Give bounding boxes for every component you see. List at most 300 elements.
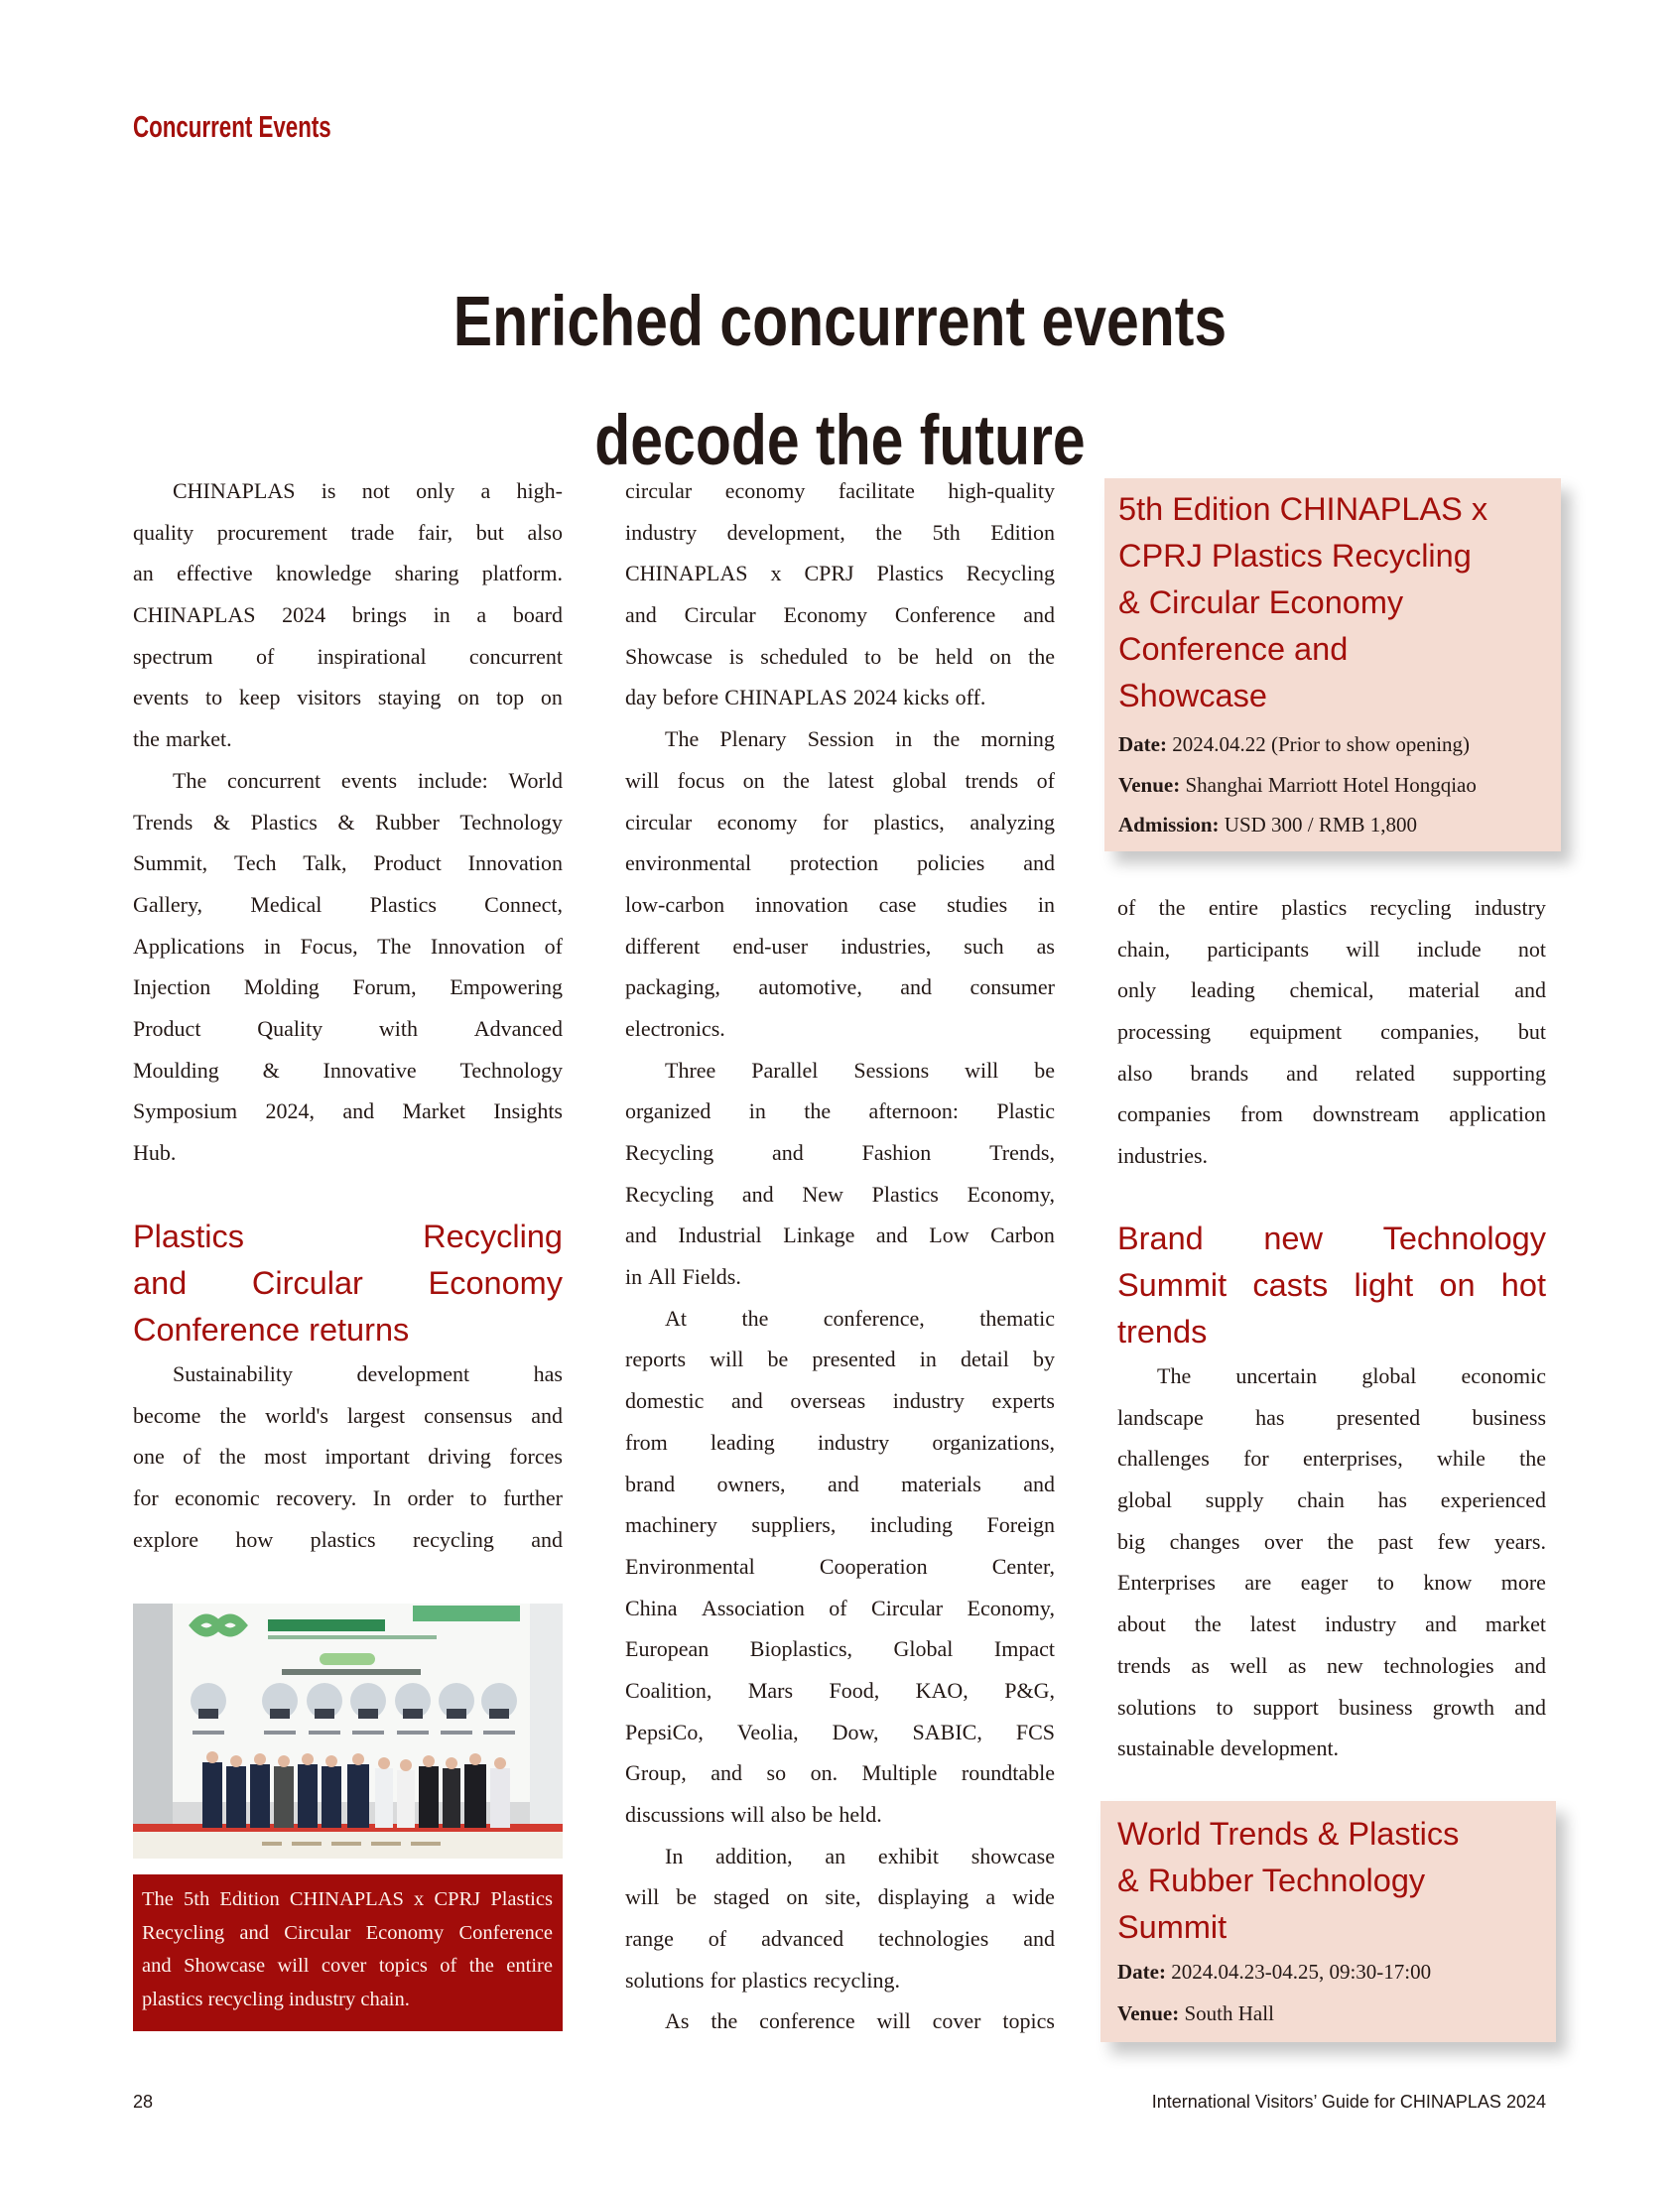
word: Mars	[747, 1677, 794, 1703]
word: Low	[929, 1223, 969, 1248]
word: displaying	[877, 1884, 969, 1910]
word: leading	[1190, 977, 1255, 1003]
word: trends	[1117, 1314, 1208, 1350]
word: and	[531, 1402, 563, 1428]
text-line	[133, 553, 563, 594]
word: latest	[828, 767, 874, 793]
word: Fields.	[682, 1264, 741, 1290]
word: the	[218, 1444, 246, 1470]
body-paragraph	[625, 1836, 1055, 2001]
word: economy	[716, 809, 798, 835]
word: by	[1032, 1347, 1055, 1372]
word: discussions	[625, 1802, 725, 1827]
word: keep	[238, 685, 281, 710]
text-line	[625, 1752, 1055, 1794]
word: Technology	[459, 1057, 563, 1083]
word: the	[711, 2008, 738, 2034]
word: Summit,	[133, 850, 208, 876]
word: Economy	[365, 1921, 445, 1944]
word: Impact	[993, 1636, 1055, 1662]
word: but	[475, 519, 504, 545]
middle-column	[625, 470, 1055, 2042]
word: Foreign	[986, 1512, 1055, 1538]
text-line	[625, 1215, 1055, 1256]
word: Medical	[250, 891, 323, 917]
info-venue-value: South Hall	[1184, 2001, 1274, 2025]
word: Advanced	[473, 1015, 563, 1041]
info-box-details	[1118, 724, 1551, 845]
word: organized	[625, 1098, 711, 1124]
word: plastics	[1281, 895, 1348, 920]
word: technologies	[1383, 1652, 1494, 1678]
word: over	[1263, 1528, 1303, 1554]
text-line	[1117, 1094, 1546, 1135]
right-column-continued	[1117, 887, 1546, 1177]
word: &	[212, 809, 231, 835]
word: has	[1377, 1487, 1407, 1513]
word: staying	[377, 685, 442, 710]
word: thematic	[979, 1305, 1055, 1331]
word: &	[262, 1057, 280, 1083]
word: topics	[1002, 2008, 1055, 2034]
word: Economy,	[967, 1595, 1055, 1620]
word: trends	[1117, 1652, 1171, 1678]
word: past	[1377, 1528, 1414, 1554]
word: and	[531, 1526, 563, 1552]
word: will	[625, 767, 660, 793]
word: Technology	[459, 809, 563, 835]
word: Moulding	[133, 1057, 219, 1083]
word: how	[235, 1526, 274, 1552]
word: from	[1240, 1101, 1283, 1127]
word: Rubber	[375, 809, 440, 835]
word: different	[625, 933, 701, 959]
word: morning	[980, 726, 1055, 752]
word: Brand	[1117, 1221, 1204, 1256]
word: and	[1023, 850, 1055, 876]
info-box-title-line: Summit	[1117, 1909, 1228, 1945]
word: cover	[321, 1955, 367, 1977]
word: plastics,	[873, 809, 945, 835]
text-line	[625, 926, 1055, 967]
word: Recycling	[625, 1140, 714, 1165]
word: Economy	[428, 1265, 563, 1301]
word: and	[1023, 1471, 1055, 1496]
text-line	[133, 1395, 563, 1437]
word: policies	[916, 850, 985, 876]
word: focus	[677, 767, 725, 793]
word: be	[767, 1347, 789, 1372]
word: forces	[509, 1444, 563, 1470]
word: world's	[265, 1402, 328, 1428]
word: the	[219, 1402, 247, 1428]
word: Trends	[133, 809, 194, 835]
word: wide	[1012, 1884, 1055, 1910]
word: and	[1286, 1060, 1318, 1086]
intro-paragraph	[133, 760, 563, 1174]
word: consumer	[969, 974, 1055, 1000]
word: most	[264, 1444, 307, 1470]
word: automotive,	[758, 974, 862, 1000]
word: packaging,	[625, 974, 720, 1000]
info-box-title-line: Showcase	[1118, 678, 1267, 713]
word: will	[730, 1802, 765, 1827]
word: CPRJ	[434, 1888, 481, 1910]
word: entire	[506, 1955, 553, 1977]
word: and	[711, 1760, 742, 1786]
word: recycling	[207, 1988, 284, 2010]
word: further	[503, 1485, 563, 1511]
text-line	[1117, 887, 1546, 929]
word: off.	[955, 685, 986, 710]
word: of	[708, 1926, 727, 1952]
word: exhibit	[877, 1843, 939, 1868]
word: only	[1117, 977, 1157, 1003]
info-box-title-line: CPRJ Plastics Recycling	[1118, 538, 1472, 574]
word: presented	[1336, 1404, 1421, 1430]
word: CHINAPLAS	[289, 1888, 404, 1910]
word: of	[829, 1595, 847, 1620]
text-line	[625, 1464, 1055, 1505]
word: business	[1472, 1404, 1546, 1430]
word: Parallel	[751, 1057, 819, 1083]
word: companies,	[1380, 1019, 1480, 1045]
word: consensus	[424, 1402, 513, 1428]
word: Product	[133, 1015, 201, 1041]
text-line	[1117, 1480, 1546, 1521]
word: 5th	[184, 1888, 210, 1910]
word: experienced	[1440, 1487, 1546, 1513]
info-date	[1117, 1951, 1546, 1993]
heading-line	[1117, 1309, 1546, 1355]
text-line	[625, 718, 1055, 760]
word: Recycling	[423, 1219, 563, 1254]
word: development	[356, 1361, 470, 1386]
text-line	[1117, 1645, 1546, 1687]
text-line	[133, 1478, 563, 1519]
word: The	[377, 933, 412, 959]
word: presented	[812, 1347, 896, 1372]
word: conference,	[823, 1305, 925, 1331]
text-line	[625, 1339, 1055, 1380]
word: and	[731, 1388, 763, 1414]
word: Bioplastics,	[749, 1636, 853, 1662]
word: technologies	[878, 1926, 989, 1952]
word: PepsiCo,	[625, 1719, 704, 1744]
word: Plastics	[876, 561, 944, 586]
word: one	[133, 1444, 165, 1470]
text-line	[625, 1588, 1055, 1629]
word: Circular	[251, 1265, 363, 1301]
word: China	[625, 1595, 678, 1620]
word: case	[878, 891, 917, 917]
word: Plastics	[133, 1219, 244, 1254]
word: chain,	[1117, 936, 1171, 962]
word: Showcase	[625, 643, 712, 669]
word: largest	[346, 1402, 406, 1428]
word: afternoon:	[868, 1098, 959, 1124]
text-line	[1117, 1521, 1546, 1563]
section-paragraph	[133, 1353, 563, 1560]
text-line	[133, 636, 563, 678]
word: of	[440, 1955, 457, 1977]
word: include	[1416, 936, 1482, 962]
caption-line	[142, 1950, 553, 1984]
word: recycling	[1369, 895, 1452, 920]
word: Recycling	[966, 561, 1055, 586]
word: few	[1437, 1528, 1471, 1554]
info-date-label: Date:	[1117, 1960, 1166, 1984]
word: Dow,	[832, 1719, 879, 1744]
word: and	[1514, 1694, 1546, 1720]
text-line	[625, 1008, 1055, 1050]
word: Forum,	[352, 974, 417, 1000]
word: procurement	[216, 519, 327, 545]
word: Environmental	[625, 1553, 755, 1579]
text-line	[625, 802, 1055, 843]
word: day	[625, 685, 657, 710]
word: recycling	[412, 1526, 494, 1552]
info-box-title-line: & Circular Economy	[1118, 584, 1404, 620]
text-line	[133, 1091, 563, 1132]
text-line	[1117, 1011, 1546, 1053]
text-line	[1117, 1728, 1546, 1769]
word: circular	[625, 478, 693, 503]
word: also	[770, 1802, 807, 1827]
word: on	[989, 643, 1012, 669]
word: quality	[133, 519, 194, 545]
word: topics	[378, 1955, 428, 1977]
word: of	[183, 1444, 201, 1470]
text-line	[1117, 1355, 1546, 1397]
word: the	[133, 726, 160, 752]
word: be	[898, 643, 919, 669]
text-line	[625, 1091, 1055, 1132]
word: concurrent	[227, 767, 322, 793]
text-line	[625, 1546, 1055, 1588]
word: fair,	[418, 519, 453, 545]
word: Fashion	[861, 1140, 932, 1165]
word: casts	[1252, 1267, 1329, 1303]
word: New	[802, 1181, 843, 1207]
word: suppliers,	[751, 1512, 837, 1538]
word: important	[324, 1444, 410, 1470]
text-line	[1117, 1053, 1546, 1094]
word: not	[1517, 936, 1546, 962]
word: and	[1514, 1652, 1546, 1678]
word: will	[965, 1057, 999, 1083]
word: development.	[1220, 1736, 1340, 1761]
word: on	[1439, 1267, 1476, 1303]
word: spectrum	[133, 643, 213, 669]
word: changes	[1169, 1528, 1240, 1554]
text-line	[133, 760, 563, 802]
text-line	[1117, 1687, 1546, 1729]
word: roundtable	[961, 1760, 1055, 1786]
word: 2024	[282, 602, 326, 628]
word: has	[1255, 1404, 1285, 1430]
word: eager	[1300, 1570, 1349, 1596]
word: as	[1036, 933, 1055, 959]
word: Showcase	[184, 1955, 266, 1977]
word: Conference	[133, 1312, 301, 1348]
word: know	[1423, 1570, 1473, 1596]
word: Talk,	[303, 850, 347, 876]
word: leading	[711, 1429, 775, 1455]
word: knowledge	[275, 561, 372, 586]
word: events	[133, 685, 190, 710]
word: European	[625, 1636, 710, 1662]
word: In	[665, 1843, 684, 1868]
word: for	[1243, 1446, 1269, 1472]
word: trends	[965, 767, 1019, 793]
page-title-line: Enriched concurrent events	[452, 283, 1228, 361]
word: not	[361, 478, 390, 503]
text-line	[1117, 969, 1546, 1011]
word: detail	[960, 1347, 1009, 1372]
word: solutions	[625, 1967, 705, 1993]
word: Economy,	[967, 1181, 1055, 1207]
word: big	[1117, 1528, 1146, 1554]
word: Coalition,	[625, 1677, 712, 1703]
word: Empowering	[450, 974, 563, 1000]
info-admission-value: USD 300 / RMB 1,800	[1224, 813, 1418, 837]
word: is	[728, 643, 744, 669]
word: related	[1355, 1060, 1415, 1086]
text-line	[1117, 1135, 1546, 1177]
text-line	[133, 1050, 563, 1092]
word: Multiple	[861, 1760, 938, 1786]
word: industry	[625, 519, 698, 545]
word: Market	[402, 1098, 465, 1124]
word: market	[1485, 1611, 1546, 1637]
word: and	[1425, 1611, 1457, 1637]
word: Recycling	[142, 1921, 225, 1944]
word: as	[1191, 1652, 1210, 1678]
info-venue	[1117, 1993, 1546, 2034]
left-column	[133, 470, 563, 1174]
text-line	[625, 1628, 1055, 1670]
word: in	[919, 1347, 937, 1372]
text-line	[133, 1008, 563, 1050]
word: Connect,	[484, 891, 563, 917]
word: Sessions	[853, 1057, 930, 1083]
word: before	[662, 685, 719, 710]
word: showcase	[970, 1843, 1055, 1868]
word: on	[457, 685, 480, 710]
word: Tech	[234, 850, 277, 876]
word: advanced	[761, 1926, 844, 1952]
word: application	[1449, 1101, 1546, 1127]
page-title-line: decode the future	[594, 402, 1086, 480]
word: of	[1117, 895, 1136, 920]
word: circular	[625, 809, 693, 835]
word: and	[1023, 1926, 1055, 1952]
word: the	[1327, 1528, 1355, 1554]
word: become	[133, 1402, 201, 1428]
word: plastics	[310, 1526, 376, 1552]
word: Focus,	[300, 933, 358, 959]
text-line	[133, 1353, 563, 1395]
word: Gallery,	[133, 891, 203, 917]
word: x	[770, 561, 782, 586]
word: the	[804, 1098, 832, 1124]
word: and	[772, 1140, 804, 1165]
word: electronics.	[625, 1015, 725, 1041]
word: landscape	[1117, 1404, 1204, 1430]
word: new	[1327, 1652, 1363, 1678]
word: World	[508, 767, 563, 793]
word: recycling.	[813, 1967, 900, 1993]
word: chain	[1297, 1487, 1345, 1513]
word: with	[378, 1015, 419, 1041]
word: sharing	[394, 561, 459, 586]
intro-paragraph	[133, 470, 563, 760]
word: so	[766, 1760, 787, 1786]
text-line	[133, 802, 563, 843]
word: economic	[1461, 1363, 1546, 1388]
word: x	[414, 1888, 425, 1910]
word: held.	[839, 1802, 882, 1827]
word: scheduled	[760, 643, 848, 669]
word: facilitate	[838, 478, 915, 503]
info-box-title-line: Conference and	[1118, 631, 1349, 667]
word: for	[710, 1967, 736, 1993]
info-date-value: 2024.04.23-04.25, 09:30-17:00	[1171, 1960, 1432, 1984]
word: is	[321, 478, 336, 503]
word: industry	[289, 1988, 356, 2010]
word: P&G,	[1004, 1677, 1055, 1703]
word: KAO,	[915, 1677, 969, 1703]
word: latest	[1249, 1611, 1297, 1637]
word: organizations,	[932, 1429, 1055, 1455]
body-paragraph	[625, 1298, 1055, 1836]
word: and	[625, 602, 657, 628]
word: an	[133, 561, 154, 586]
word: in	[433, 602, 451, 628]
text-line	[625, 1422, 1055, 1464]
word: and	[342, 1098, 375, 1124]
word: Innovation	[430, 933, 526, 959]
word: Carbon	[990, 1223, 1055, 1248]
word: on	[540, 685, 563, 710]
info-box-title-line: World Trends & Plastics	[1117, 1816, 1460, 1852]
word: Plenary	[719, 726, 787, 752]
word: on.	[810, 1760, 839, 1786]
word: trade	[350, 519, 395, 545]
word: global	[1361, 1363, 1417, 1388]
word: to	[1216, 1694, 1233, 1720]
word: Sustainability	[173, 1361, 293, 1386]
word: supply	[1205, 1487, 1264, 1513]
word: on	[786, 1884, 809, 1910]
word: overseas	[790, 1388, 866, 1414]
word: Veolia,	[736, 1719, 799, 1744]
text-line	[625, 1050, 1055, 1092]
word: Global	[893, 1636, 954, 1662]
word: CHINAPLAS	[724, 685, 847, 710]
word: and	[1514, 977, 1546, 1003]
word: from	[625, 1429, 668, 1455]
word: studies	[947, 891, 1008, 917]
word: about	[1117, 1611, 1166, 1637]
info-date-value: 2024.04.22 (Prior to show opening)	[1172, 732, 1471, 756]
word: supporting	[1452, 1060, 1546, 1086]
word: The	[665, 726, 700, 752]
word: in	[748, 1098, 766, 1124]
heading-line	[133, 1260, 563, 1307]
word: experts	[991, 1388, 1055, 1414]
